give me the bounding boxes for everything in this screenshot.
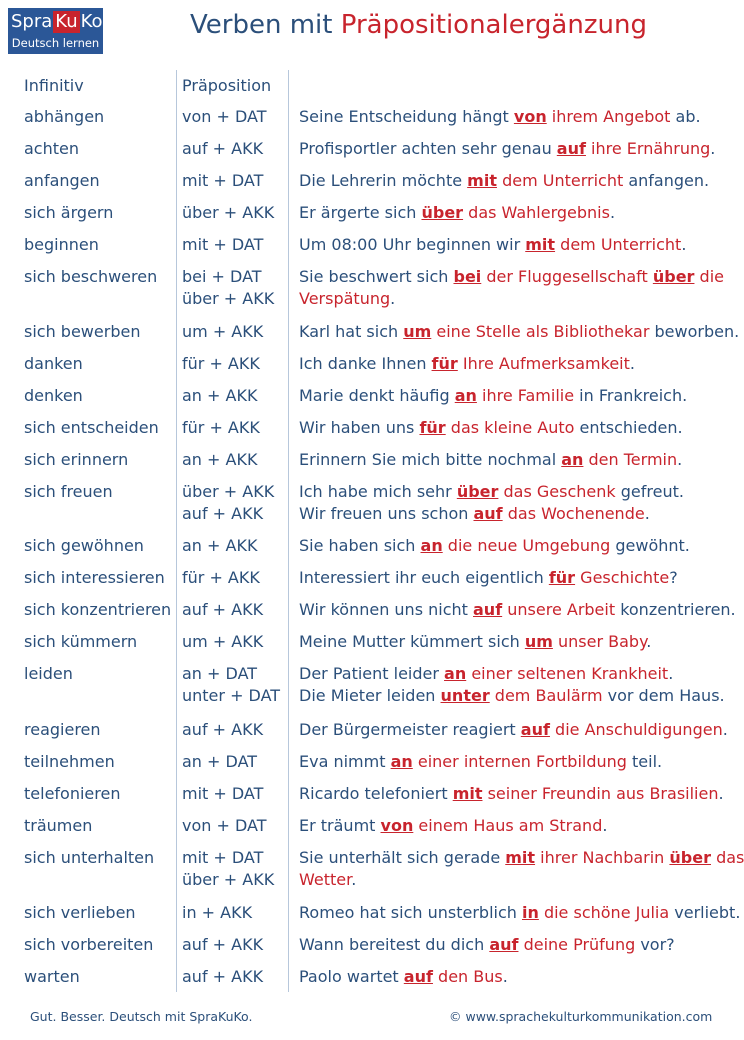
preposition-case: über + AKK	[182, 482, 275, 501]
verb-preposition	[182, 138, 292, 160]
example-sentence	[299, 751, 729, 773]
example-text: .	[644, 504, 650, 523]
preposition-highlight: mit	[467, 171, 497, 190]
verb-preposition	[182, 234, 292, 256]
preposition-highlight: auf	[473, 600, 503, 619]
example-line	[299, 719, 729, 741]
verb-infinitive: sich kümmern	[24, 632, 138, 651]
example-sentence	[299, 631, 729, 653]
example-text: Seine Entscheidung hängt	[299, 107, 514, 126]
example-text: .	[602, 816, 608, 835]
preposition-highlight: an	[454, 386, 477, 405]
preposition-highlight: unter	[440, 686, 490, 705]
preposition-case: für + AKK	[182, 568, 260, 587]
verb-preposition	[182, 815, 292, 837]
example-text: Sie unterhält sich gerade	[299, 848, 506, 867]
object-highlight: das kleine Auto	[450, 418, 575, 437]
example-text: .	[609, 203, 616, 222]
preposition-case: an + AKK	[182, 386, 258, 405]
example-text: Ricardo telefoniert	[299, 784, 453, 803]
preposition-highlight: für	[431, 354, 458, 373]
example-sentence	[299, 663, 729, 707]
preposition-highlight: an	[390, 752, 413, 771]
preposition-highlight: über	[421, 203, 464, 222]
verb-preposition	[182, 934, 292, 956]
example-sentence	[299, 902, 741, 924]
verb-infinitive: teilnehmen	[24, 752, 115, 771]
example-sentence	[299, 234, 729, 256]
example-sentence	[299, 266, 729, 310]
example-line	[299, 321, 740, 343]
object-highlight: die schöne Julia	[543, 903, 670, 922]
preposition-case: von + DAT	[182, 107, 267, 126]
example-line	[299, 535, 729, 557]
example-text: ?	[669, 568, 678, 587]
example-text: .	[390, 289, 396, 308]
verb-preposition	[182, 417, 292, 439]
object-highlight: einem Haus am Strand	[418, 816, 603, 835]
verb-preposition	[182, 202, 292, 224]
object-highlight: die neue Umgebung	[447, 536, 611, 555]
preposition-case: für + AKK	[182, 354, 260, 373]
example-sentence	[299, 966, 729, 988]
object-highlight: einer seltenen Krankheit	[471, 664, 669, 683]
example-text: Wir können uns nicht	[299, 600, 473, 619]
preposition-case: mit + DAT	[182, 784, 264, 803]
example-text: Die Lehrerin möchte	[299, 171, 468, 190]
verb-preposition	[182, 385, 292, 407]
example-sentence	[299, 815, 729, 837]
object-highlight: ihrem Angebot	[551, 107, 671, 126]
example-line	[299, 631, 729, 653]
verb-preposition	[182, 535, 292, 557]
verb-infinitive: sich beschweren	[24, 267, 158, 286]
preposition-case: mit + DAT	[182, 235, 264, 254]
preposition-highlight: auf	[556, 139, 586, 158]
preposition-case: um + AKK	[182, 322, 264, 341]
verb-preposition	[182, 481, 292, 525]
verb-infinitive: sich bewerben	[24, 322, 141, 341]
example-line	[299, 751, 729, 773]
preposition-highlight: auf	[473, 504, 503, 523]
object-highlight: das Wochenende	[507, 504, 645, 523]
verb-infinitive: denken	[24, 386, 83, 405]
object-highlight: die Anschuldigungen	[555, 720, 723, 739]
footer-copyright: © www.sprachekulturkommunikation.com	[449, 1009, 713, 1024]
example-line	[299, 503, 729, 525]
verb-infinitive: sich erinnern	[24, 450, 129, 469]
object-highlight: den Termin	[588, 450, 678, 469]
preposition-case: über + AKK	[182, 870, 275, 889]
verb-preposition	[182, 663, 292, 707]
example-text: Erinnern Sie mich bitte nochmal	[299, 450, 562, 469]
example-text: anfangen.	[623, 171, 710, 190]
verb-preposition	[182, 321, 292, 343]
example-text: Sie haben sich	[299, 536, 421, 555]
example-sentence	[299, 417, 729, 439]
example-text: Sie beschwert sich	[299, 267, 454, 286]
preposition-case: auf + AKK	[182, 600, 264, 619]
logo-part-spra: Spra	[11, 10, 53, 32]
example-sentence	[299, 321, 740, 343]
verb-infinitive: leiden	[24, 664, 73, 683]
example-text: Ich danke Ihnen	[299, 354, 432, 373]
preposition-highlight: auf	[403, 967, 433, 986]
example-line	[299, 567, 729, 589]
object-highlight: eine Stelle als Bibliothekar	[436, 322, 650, 341]
example-line	[299, 966, 729, 988]
example-text: Wir haben uns	[299, 418, 420, 437]
object-highlight: ihre Ernährung	[591, 139, 711, 158]
object-highlight: der Fluggesellschaft	[486, 267, 648, 286]
preposition-case: mit + DAT	[182, 171, 264, 190]
example-sentence	[299, 202, 729, 224]
example-line	[299, 385, 729, 407]
verb-preposition	[182, 353, 292, 375]
verb-infinitive: sich freuen	[24, 482, 113, 501]
verb-preposition	[182, 631, 292, 653]
example-sentence	[299, 719, 729, 741]
example-text: Karl hat sich	[299, 322, 404, 341]
verb-preposition	[182, 902, 292, 924]
preposition-highlight: um	[524, 632, 553, 651]
example-line	[299, 663, 729, 685]
example-line	[299, 266, 729, 288]
example-text: verliebt.	[669, 903, 741, 922]
example-line	[299, 481, 729, 503]
preposition-case: auf + AKK	[182, 720, 264, 739]
example-line	[299, 783, 729, 805]
example-sentence	[299, 599, 736, 621]
preposition-case: an + DAT	[182, 664, 258, 683]
verb-preposition	[182, 966, 292, 988]
verb-infinitive: telefonieren	[24, 784, 121, 803]
preposition-highlight: um	[403, 322, 432, 341]
verb-infinitive: reagieren	[24, 720, 101, 739]
example-text: .	[677, 450, 683, 469]
verb-infinitive: achten	[24, 139, 79, 158]
example-sentence	[299, 481, 729, 525]
example-sentence	[299, 535, 729, 557]
example-text: gewöhnt.	[610, 536, 690, 555]
example-text: vor?	[635, 935, 675, 954]
example-line	[299, 934, 729, 956]
logo-part-ko: Ko	[80, 10, 103, 32]
preposition-highlight: für	[548, 568, 576, 587]
example-sentence	[299, 449, 729, 471]
preposition-case: unter + DAT	[182, 686, 281, 705]
verb-infinitive: sich unterhalten	[24, 848, 155, 867]
verb-infinitive: abhängen	[24, 107, 105, 126]
example-line	[299, 869, 729, 891]
example-text: Paolo wartet	[299, 967, 404, 986]
object-highlight: Verspätung	[299, 289, 391, 308]
verb-infinitive: warten	[24, 967, 80, 986]
object-highlight: den Bus	[438, 967, 503, 986]
object-highlight: das Geschenk	[503, 482, 616, 501]
example-text: entschieden.	[574, 418, 683, 437]
example-text: .	[629, 354, 635, 373]
title-accent: Präpositionalergänzung	[340, 10, 647, 40]
example-text: Marie denkt häufig	[299, 386, 455, 405]
example-text: vor dem Haus.	[602, 686, 725, 705]
example-line	[299, 685, 729, 707]
example-text: Der Bürgermeister reagiert	[299, 720, 521, 739]
verb-preposition	[182, 106, 292, 128]
preposition-case: bei + DAT	[182, 267, 262, 286]
object-highlight: unser Baby	[558, 632, 647, 651]
preposition-case: mit + DAT	[182, 848, 264, 867]
example-line	[299, 202, 729, 224]
verb-infinitive: sich interessieren	[24, 568, 165, 587]
object-highlight: einer internen Fortbildung	[417, 752, 627, 771]
object-highlight: ihrer Nachbarin	[540, 848, 665, 867]
verb-preposition	[182, 567, 292, 589]
example-text: Um 08:00 Uhr beginnen wir	[299, 235, 526, 254]
verb-infinitive: sich verlieben	[24, 903, 136, 922]
example-text: teil.	[626, 752, 663, 771]
example-text: .	[718, 784, 724, 803]
verb-infinitive: sich entscheiden	[24, 418, 159, 437]
object-highlight: das Wahlergebnis	[468, 203, 610, 222]
example-line	[299, 106, 729, 128]
example-text: Die Mieter leiden	[299, 686, 441, 705]
example-sentence	[299, 106, 729, 128]
example-sentence	[299, 170, 729, 192]
preposition-highlight: von	[513, 107, 547, 126]
example-sentence	[299, 385, 729, 407]
verb-infinitive: sich vorbereiten	[24, 935, 154, 954]
object-highlight: seiner Freundin aus Brasilien	[487, 784, 719, 803]
preposition-case: auf + AKK	[182, 935, 264, 954]
preposition-highlight: in	[521, 903, 539, 922]
example-line	[299, 288, 729, 310]
example-sentence	[299, 138, 729, 160]
preposition-highlight: mit	[505, 848, 536, 867]
verb-infinitive: danken	[24, 354, 83, 373]
example-line	[299, 449, 729, 471]
example-text: Ich habe mich sehr	[299, 482, 457, 501]
verb-preposition	[182, 783, 292, 805]
preposition-case: über + AKK	[182, 289, 275, 308]
verb-preposition	[182, 751, 292, 773]
object-highlight: das	[716, 848, 744, 867]
preposition-highlight: über	[669, 848, 711, 867]
verb-preposition	[182, 599, 292, 621]
example-text: .	[646, 632, 652, 651]
example-sentence	[299, 567, 729, 589]
example-text: .	[351, 870, 357, 889]
preposition-highlight: für	[419, 418, 446, 437]
verb-infinitive: sich gewöhnen	[24, 536, 144, 555]
example-text: .	[668, 664, 674, 683]
header-preposition: Präposition	[182, 76, 272, 95]
preposition-case: an + DAT	[182, 752, 258, 771]
title-main: Verben mit	[190, 10, 341, 40]
object-highlight: dem Unterricht	[560, 235, 682, 254]
example-sentence	[299, 934, 729, 956]
example-text: beworben.	[649, 322, 740, 341]
preposition-case: auf + AKK	[182, 504, 264, 523]
preposition-highlight: mit	[452, 784, 483, 803]
example-text: Der Patient leider	[299, 664, 445, 683]
object-highlight: deine Prüfung	[523, 935, 636, 954]
example-line	[299, 902, 741, 924]
object-highlight: dem Baulärm	[494, 686, 603, 705]
object-highlight: unsere Arbeit	[507, 600, 616, 619]
preposition-case: an + AKK	[182, 536, 258, 555]
object-highlight: dem Unterricht	[502, 171, 624, 190]
example-text: Wann bereitest du dich	[299, 935, 490, 954]
preposition-highlight: über	[652, 267, 695, 286]
verb-infinitive: anfangen	[24, 171, 100, 190]
example-line	[299, 815, 729, 837]
example-text: .	[722, 720, 728, 739]
example-line	[299, 353, 729, 375]
object-highlight: ihre Familie	[482, 386, 575, 405]
preposition-case: von + DAT	[182, 816, 267, 835]
preposition-case: auf + AKK	[182, 139, 264, 158]
example-text: konzentrieren.	[615, 600, 736, 619]
preposition-highlight: mit	[525, 235, 556, 254]
preposition-highlight: über	[456, 482, 499, 501]
example-sentence	[299, 847, 744, 891]
example-text: gefreut.	[615, 482, 684, 501]
object-highlight: Wetter	[299, 870, 352, 889]
verb-preposition	[182, 266, 292, 310]
example-text: Profisportler achten sehr genau	[299, 139, 557, 158]
preposition-case: über + AKK	[182, 203, 275, 222]
verb-preposition	[182, 847, 292, 891]
example-line	[299, 234, 729, 256]
preposition-highlight: auf	[520, 720, 550, 739]
example-sentence	[299, 353, 729, 375]
verb-infinitive: sich ärgern	[24, 203, 114, 222]
example-text: .	[710, 139, 716, 158]
example-text: Meine Mutter kümmert sich	[299, 632, 525, 651]
column-divider-left	[176, 70, 177, 992]
example-text: Eva nimmt	[299, 752, 391, 771]
example-text: Er ärgerte sich	[299, 203, 422, 222]
preposition-case: in + AKK	[182, 903, 253, 922]
footer-slogan: Gut. Besser. Deutsch mit SpraKuKo.	[30, 1009, 253, 1024]
verb-preposition	[182, 449, 292, 471]
verb-infinitive: beginnen	[24, 235, 99, 254]
object-highlight: Ihre Aufmerksamkeit	[462, 354, 630, 373]
header-infinitive: Infinitiv	[24, 76, 84, 95]
example-text: Er träumt	[299, 816, 381, 835]
example-text: .	[681, 235, 687, 254]
verb-preposition	[182, 719, 292, 741]
example-line	[299, 417, 729, 439]
example-text: Romeo hat sich unsterblich	[299, 903, 522, 922]
logo-wordmark	[8, 8, 103, 35]
example-line	[299, 847, 744, 869]
verb-preposition	[182, 170, 292, 192]
example-text: in Frankreich.	[574, 386, 688, 405]
preposition-case: für + AKK	[182, 418, 260, 437]
preposition-highlight: an	[444, 664, 467, 683]
preposition-highlight: auf	[489, 935, 519, 954]
example-line	[299, 138, 729, 160]
example-text: Wir freuen uns schon	[299, 504, 474, 523]
logo-subtitle: Deutsch lernen	[11, 36, 100, 50]
example-sentence	[299, 783, 729, 805]
example-line	[299, 170, 729, 192]
example-text: Interessiert ihr euch eigentlich	[299, 568, 549, 587]
example-text: ab.	[670, 107, 701, 126]
preposition-highlight: an	[420, 536, 443, 555]
preposition-case: um + AKK	[182, 632, 264, 651]
preposition-highlight: bei	[453, 267, 482, 286]
logo-part-ku: Ku	[55, 10, 78, 32]
example-line	[299, 599, 736, 621]
verb-infinitive: träumen	[24, 816, 93, 835]
preposition-case: auf + AKK	[182, 967, 264, 986]
preposition-highlight: von	[380, 816, 414, 835]
verb-infinitive: sich konzentrieren	[24, 600, 172, 619]
object-highlight: die	[699, 267, 724, 286]
page-title	[190, 10, 647, 40]
preposition-highlight: an	[561, 450, 584, 469]
spra-ku-ko-logo	[8, 8, 103, 54]
object-highlight: Geschichte	[580, 568, 670, 587]
example-text: .	[502, 967, 508, 986]
preposition-case: an + AKK	[182, 450, 258, 469]
